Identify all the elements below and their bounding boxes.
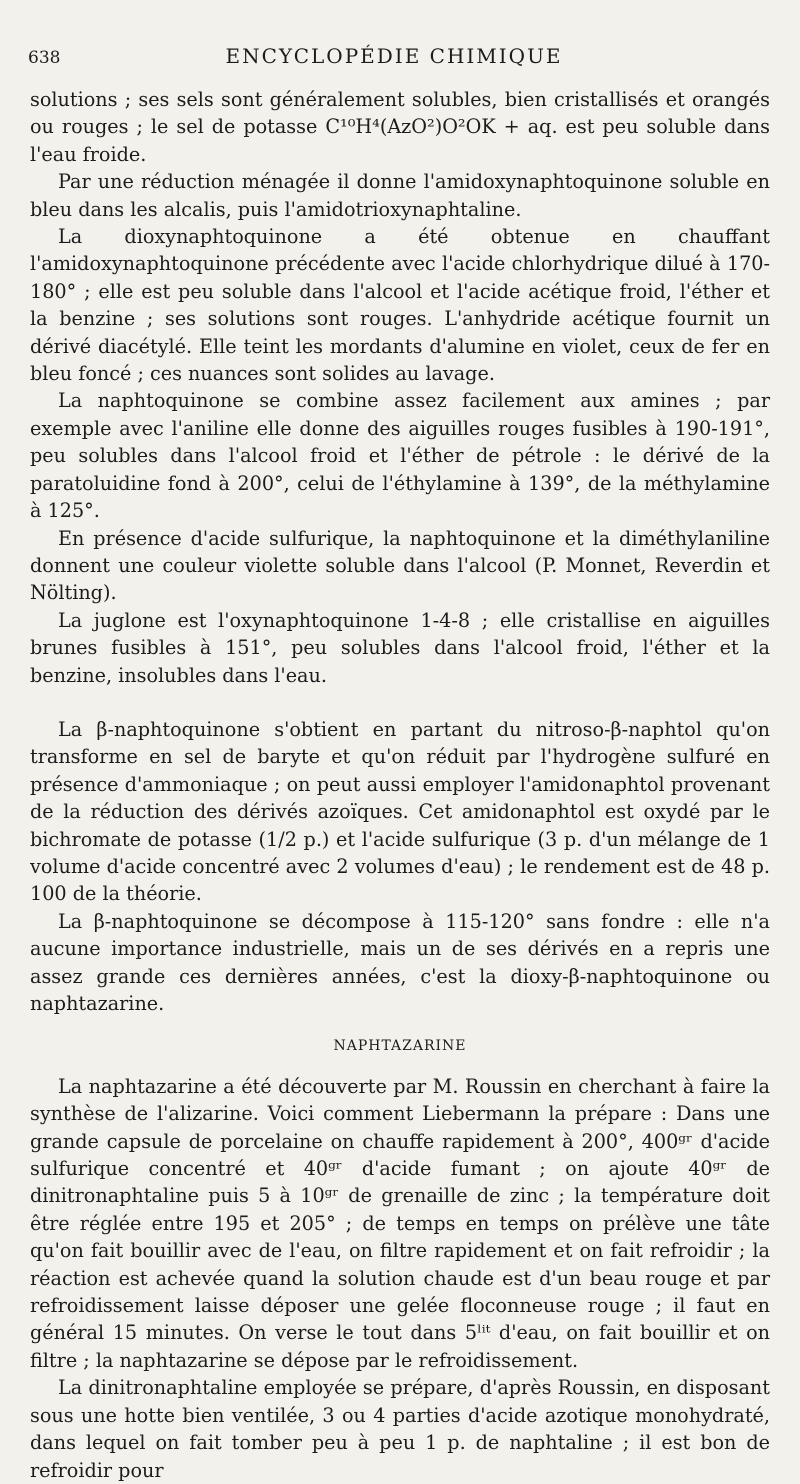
page-number: 638 (28, 48, 61, 68)
section-heading: NAPHTAZARINE (333, 1038, 467, 1055)
paragraph-4: La naphtoquinone se combine assez facilement aux amines ; par exemple avec l'aniline elle donne des aiguilles rouges fusibles à 190-191°, peu solubles dans l'alcool froid et l'éther de pétrole : le dérivé de la paratoluidine fond à 200°, celui de l'éthylamine à 139°, de la méthylamine à 125°. (30, 389, 770, 523)
paragraph-7: La β-naphtoquinone s'obtient en partant du nitroso-β-naphtol qu'on transforme en sel de baryte et qu'on réduit par l'hydrogène sulfuré en présence d'ammoniaque ; on peut aussi employer l'amidonaphtol provenant de la réduction des dérivés azoïques. Cet amidonaphtol est oxydé par le bichromate de potasse (1/2 p.) et l'acide sulfurique (3 p. d'un mélange de 1 volume d'acide concentré avec 2 volumes d'eau) ; le rendement est de 48 p. 100 de la théorie. (30, 717, 770, 906)
body-text (30, 86, 770, 1484)
page-header (28, 44, 760, 74)
running-title: ENCYCLOPÉDIE CHIMIQUE (225, 44, 563, 68)
paragraph-9: La naphtazarine a été découverte par M. Roussin en cherchant à faire la synthèse de l'alizarine. Voici comment Liebermann la prépare : Dans une grande capsule de porcelaine on chauffe rapidement à 200°, 400ᵍʳ d'acide sulfurique concentré et 40ᵍʳ d'acide fumant ; on ajoute 40ᵍʳ de dinitronaphtaline puis 5 à 10ᵍʳ de grenaille de zinc ; la température doit être réglée entre 195 et 205° ; de temps en temps on prélève une tâte qu'on fait bouillir avec de l'eau, on filtre rapidement et on fait refroidir ; la réaction est achevée quand la solution chaude est d'un beau rouge et par refroidissement laisse déposer une gelée floconneuse rouge ; il faut en général 15 minutes. On verse le tout dans 5ˡⁱᵗ d'eau, on fait bouillir et on filtre ; la naphtazarine se dépose par le refroidissement. (30, 1074, 770, 1372)
paragraph-6: La juglone est l'oxynaphtoquinone 1-4-8 ; elle cristallise en aiguilles brunes fusibles à 151°, peu solubles dans l'alcool froid, l'éther et la benzine, insolubles dans l'eau. (30, 608, 770, 687)
paragraph-3: La dioxynaphtoquinone a été obtenue en chauffant l'amidoxynaphtoquinone précédente avec l'acide chlorhydrique dilué à 170-180° ; elle est peu soluble dans l'alcool et l'acide acétique froid, l'éther et la benzine ; ses solutions sont rouges. L'anhydride acétique fournit un dérivé diacétylé. Elle teint les mordants d'alumine en violet, ceux de fer en bleu foncé ; ces nuances sont solides au lavage. (30, 225, 770, 386)
paragraph-10: La dinitronaphtaline employée se prépare, d'après Roussin, en disposant sous une hotte bien ventilée, 3 ou 4 parties d'acide azotique monohydraté, dans lequel on fait tomber peu à peu 1 p. de naphtaline ; il est bon de refroidir pour (30, 1376, 770, 1482)
paragraph-5: En présence d'acide sulfurique, la naphtoquinone et la diméthylaniline donnent une couleur violette soluble dans l'alcool (P. Monnet, Reverdin et Nölting). (30, 526, 770, 605)
paragraph-8: La β-naphtoquinone se décompose à 115-120° sans fondre : elle n'a aucune importance industrielle, mais un de ses dérivés en a repris une assez grande ces dernières années, c'est la dioxy-β-naphtoquinone ou naphtazarine. (30, 909, 770, 1015)
paragraph-2: Par une réduction ménagée il donne l'amidoxynaphtoquinone soluble en bleu dans les alcalis, puis l'amidotrioxynaphtaline. (30, 170, 770, 221)
paragraph-1: solutions ; ses sels sont généralement solubles, bien cristallisés et orangés ou rouges ; le sel de potasse C¹⁰H⁴(AzO²)O²OK + aq. est peu soluble dans l'eau froide. (30, 88, 770, 166)
